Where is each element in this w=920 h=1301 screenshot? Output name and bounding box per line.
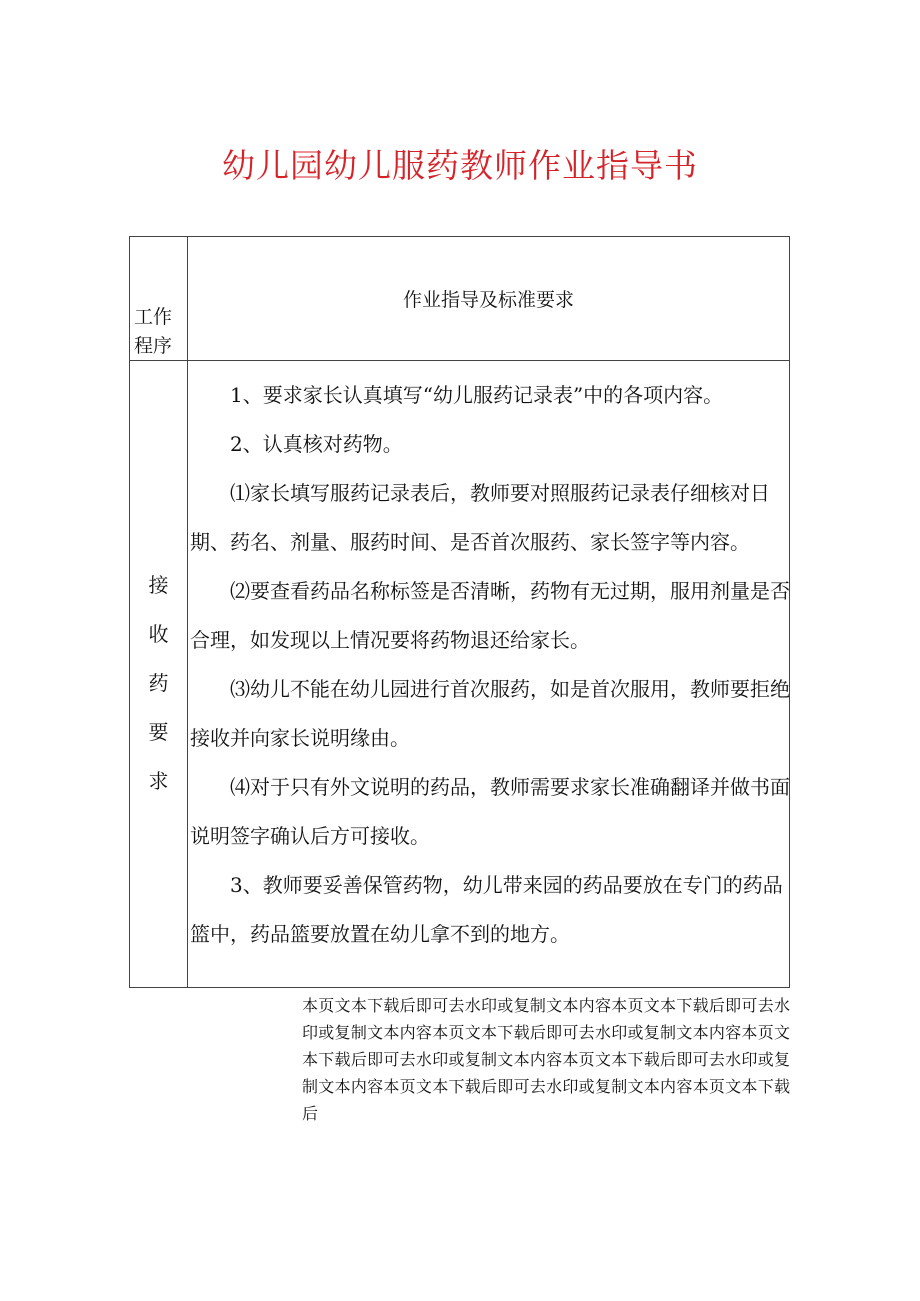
label-char: 药 — [148, 671, 169, 695]
paragraph-2-3: ⑶幼儿不能在幼儿园进行首次服药，如是首次服用，教师要拒绝接收并向家长说明缘由。 — [190, 677, 790, 750]
label-char: 求 — [148, 769, 169, 793]
standard-requirements-header: 作业指导及标准要求 — [402, 289, 574, 311]
label-char: 收 — [148, 622, 169, 646]
document-title: 幼儿园幼儿服药教师作业指导书 — [222, 146, 698, 185]
label-char: 要 — [148, 720, 169, 744]
paragraph-2-2: ⑵要查看药品名称标签是否清晰，药物有无过期，服用剂量是否合理，如发现以上情况要将药物退还给家长。 — [190, 579, 790, 652]
paragraph-2-4: ⑷对于只有外文说明的药品，教师需要求家长准确翻译并做书面说明签字确认后方可接收。 — [190, 775, 790, 848]
header-divider — [130, 360, 789, 361]
watermark-notice-text: 本页文本下载后即可去水印或复制文本内容本页文本下载后即可去水印或复制文本内容本页文本下载后即可去水印或复制文本内容本页文本下载后即可去水印或复制文本内容本页文本下载后即可去水印或复制文本内容本页文本下载后即可去水印或复制文本内容本页文本下载后 — [302, 996, 790, 1123]
paragraph-3: 3、教师要妥善保管药物，幼儿带来园的药品要放在专门的药品篮中，药品篮要放置在幼儿拿不到的地方。 — [190, 873, 783, 946]
label-char: 接 — [148, 573, 169, 597]
work-procedure-header: 工作程序 — [134, 306, 173, 357]
paragraph-2: 2、认真核对药物。 — [230, 432, 403, 456]
paragraph-1: 1、要求家长认真填写“幼儿服药记录表”中的各项内容。 — [230, 383, 724, 407]
receive-medicine-label — [130, 561, 187, 806]
column-divider — [187, 237, 188, 987]
requirements-content — [190, 371, 790, 959]
paragraph-2-1: ⑴家长填写服药记录表后，教师要对照服药记录表仔细核对日期、药名、剂量、服药时间、是否首次服药、家长签字等内容。 — [190, 481, 770, 554]
instruction-table — [129, 236, 790, 988]
